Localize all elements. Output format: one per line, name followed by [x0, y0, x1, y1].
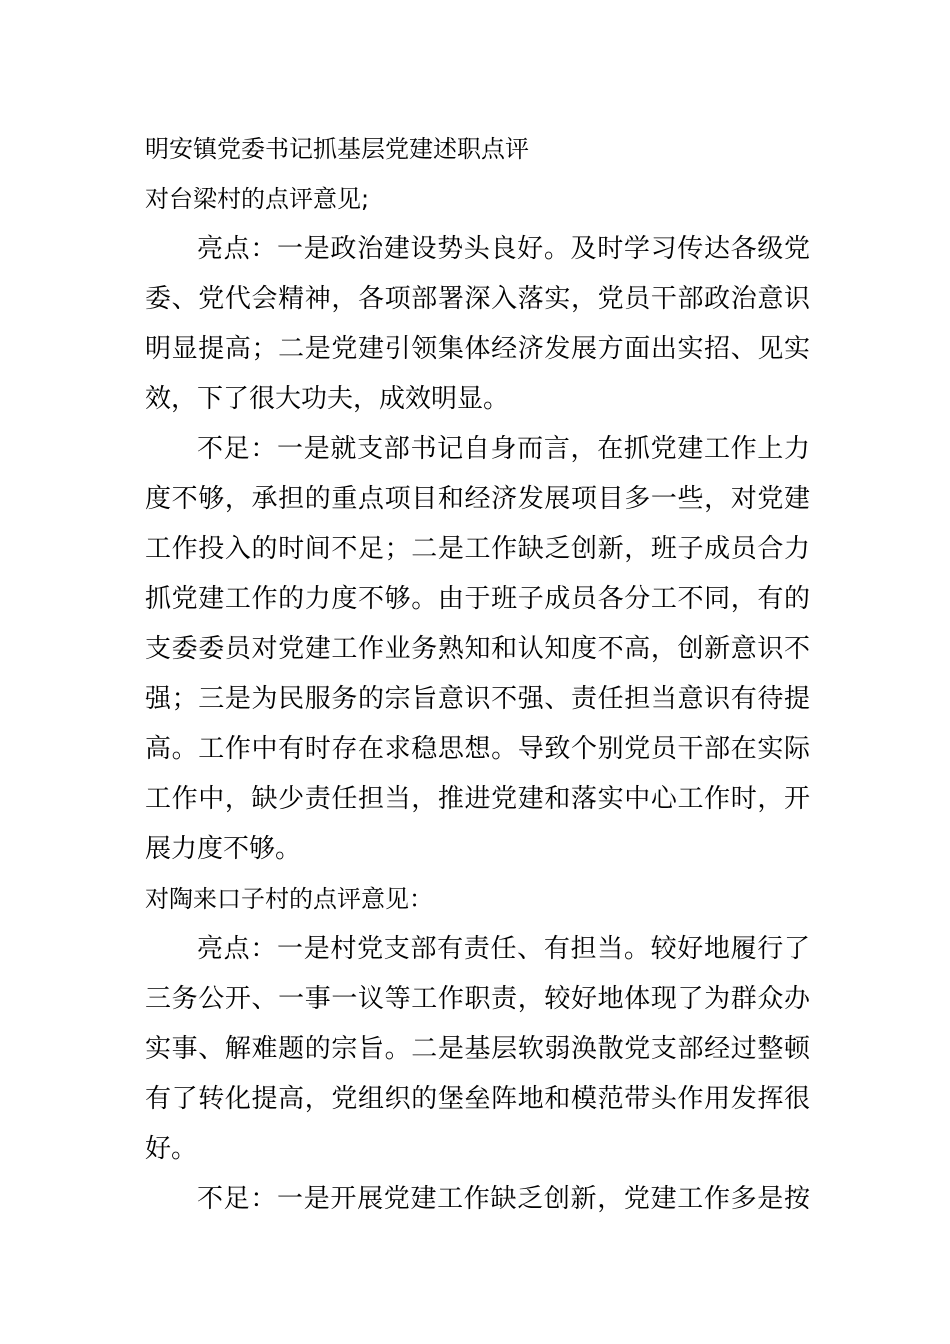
paragraph-line: 明显提高；二是党建引领集体经济发展方面出实招、见实 — [145, 334, 810, 364]
paragraph-line: 亮点：一是政治建设势头良好。及时学习传达各级党 — [197, 234, 810, 264]
paragraph-shortcomings — [145, 1174, 810, 1224]
paragraph-line: 支委委员对党建工作业务熟知和认知度不高，创新意识不 — [145, 634, 810, 664]
paragraph-line: 委、党代会精神，各项部署深入落实，党员干部政治意识 — [145, 284, 810, 314]
section-taolaikouzi-village — [145, 874, 810, 1224]
paragraph-line: 亮点：一是村党支部有责任、有担当。较好地履行了 — [197, 934, 810, 964]
paragraph-line: 工作投入的时间不足；二是工作缺乏创新，班子成员合力 — [145, 534, 810, 564]
paragraph-line: 抓党建工作的力度不够。由于班子成员各分工不同，有的 — [145, 584, 810, 614]
paragraph-line: 度不够，承担的重点项目和经济发展项目多一些，对党建 — [145, 484, 810, 514]
paragraph-line: 高。工作中有时存在求稳思想。导致个别党员干部在实际 — [145, 734, 810, 764]
paragraph-line: 好。 — [145, 1134, 198, 1164]
paragraph-line: 强；三是为民服务的宗旨意识不强、责任担当意识有待提 — [145, 684, 810, 714]
paragraph-line: 实事、解难题的宗旨。二是基层软弱涣散党支部经过整顿 — [145, 1034, 810, 1064]
document-title: 明安镇党委书记抓基层党建述职点评 — [145, 135, 529, 163]
paragraph-line: 展力度不够。 — [145, 834, 302, 864]
section-heading: 对台梁村的点评意见; — [145, 185, 370, 213]
section-tailiang-village — [145, 174, 810, 874]
paragraph-highlights — [145, 224, 810, 424]
paragraph-line: 三务公开、一事一议等工作职责，较好地体现了为群众办 — [145, 984, 810, 1014]
paragraph-line: 不足：一是开展党建工作缺乏创新，党建工作多是按 — [197, 1184, 810, 1214]
paragraph-line: 有了转化提高，党组织的堡垒阵地和模范带头作用发挥很 — [145, 1084, 810, 1114]
paragraph-shortcomings — [145, 424, 810, 874]
section-heading: 对陶来口子村的点评意见： — [145, 885, 433, 913]
document-page — [145, 124, 810, 1224]
paragraph-highlights — [145, 924, 810, 1174]
paragraph-line: 工作中，缺少责任担当，推进党建和落实中心工作时，开 — [145, 784, 810, 814]
paragraph-line: 不足：一是就支部书记自身而言，在抓党建工作上力 — [197, 434, 810, 464]
paragraph-line: 效，下了很大功夫，成效明显。 — [145, 384, 510, 414]
